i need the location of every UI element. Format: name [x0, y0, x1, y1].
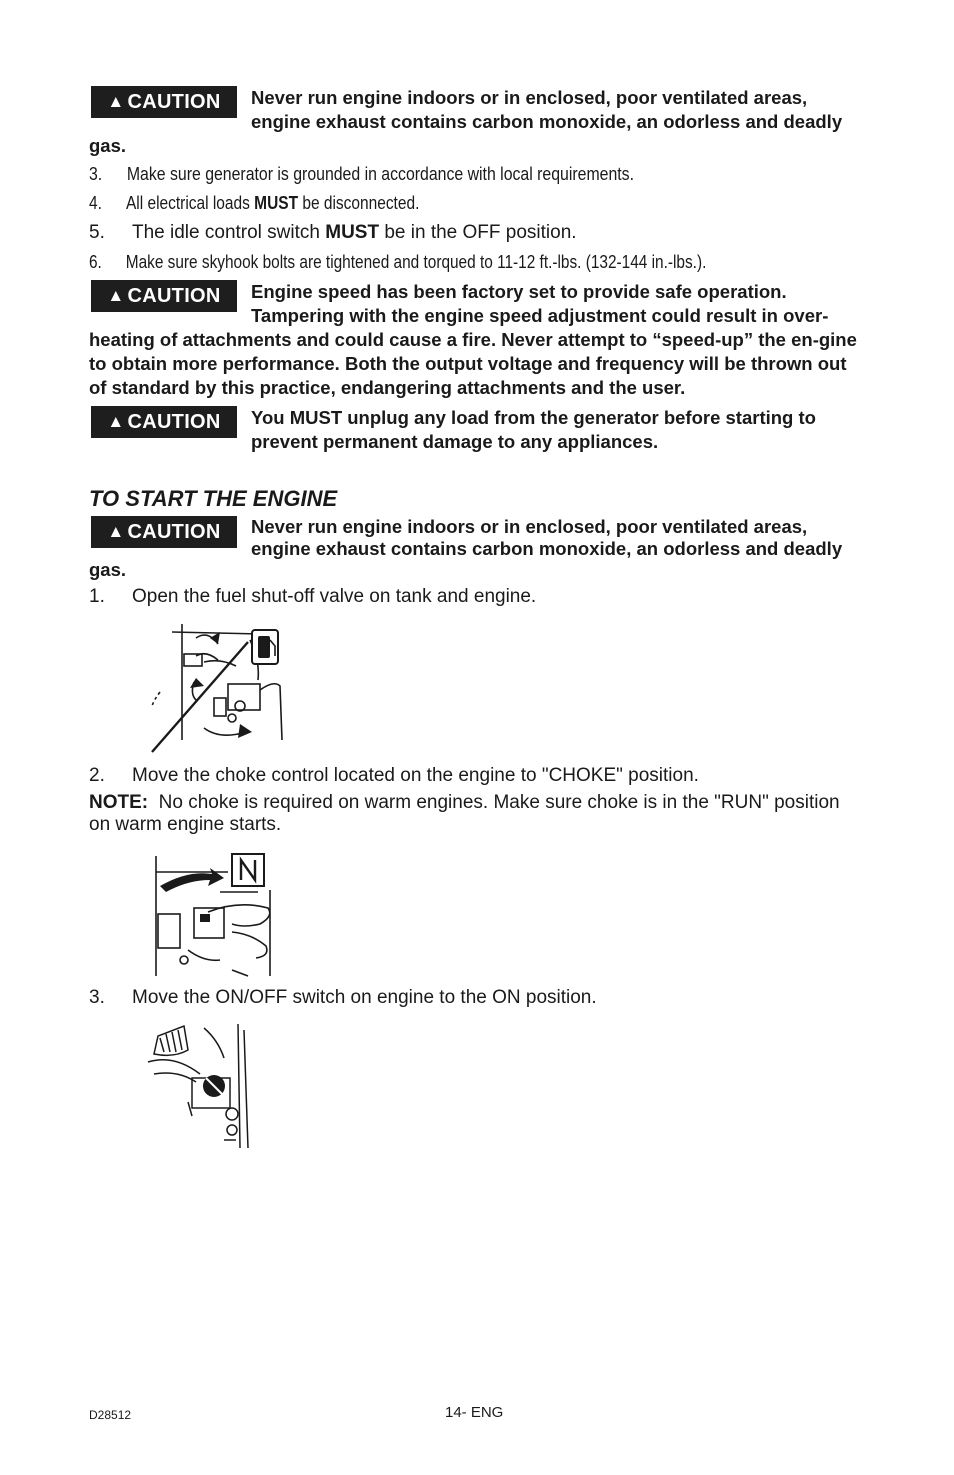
caution-label: CAUTION	[127, 90, 221, 113]
step-4-loads: 4. All electrical loads MUST be disconnected.	[89, 193, 420, 213]
caution-text: Never run engine indoors or in enclosed, poor ventilated areas, engine exhaust contains carbon monoxide, an odorless and deadly gas.	[89, 516, 843, 580]
step-6-skyhook-bolts: 6. Make sure skyhook bolts are tightened and torqued to 11-12 ft.-lbs. (132-144 in.-lbs.).	[89, 252, 707, 272]
caution-block-indoor-warning-2	[89, 516, 859, 581]
caution-label: CAUTION	[127, 284, 221, 307]
caution-badge	[91, 280, 237, 312]
caution-block-unplug-load	[89, 406, 859, 454]
document-number: D28512	[89, 1408, 132, 1422]
start-step-3-on-off-switch: 3. Move the ON/OFF switch on engine to the ON position.	[89, 987, 597, 1008]
note-label: NOTE:	[89, 792, 149, 813]
caution-badge	[91, 516, 237, 548]
warning-triangle-icon: ▲	[107, 522, 125, 541]
page-number: 14- ENG	[445, 1404, 504, 1421]
on-off-switch-illustration	[144, 1020, 256, 1152]
caution-label: CAUTION	[127, 520, 221, 543]
start-step-2-choke: 2. Move the choke control located on the engine to "CHOKE" position.	[89, 765, 699, 786]
caution-block-engine-speed	[89, 280, 859, 400]
caution-label: CAUTION	[127, 410, 221, 433]
caution-block-indoor-warning	[89, 86, 859, 158]
warning-triangle-icon: ▲	[107, 412, 125, 431]
fuel-valve-illustration	[140, 620, 290, 756]
warning-triangle-icon: ▲	[107, 92, 125, 111]
warm-engine-note	[89, 792, 849, 836]
caution-text: You MUST unplug any load from the generator before starting to prevent permanent damage to any appliances.	[251, 407, 816, 452]
caution-text: Never run engine indoors or in enclosed, poor ventilated areas, engine exhaust contains carbon monoxide, an odorless and deadly gas.	[89, 87, 843, 156]
caution-badge	[91, 86, 237, 118]
step-5-idle-control: 5. The idle control switch MUST be in the OFF position.	[89, 222, 577, 243]
caution-badge	[91, 406, 237, 438]
choke-control-illustration	[148, 850, 278, 980]
start-step-1-fuel-valve: 1. Open the fuel shut-off valve on tank and engine.	[89, 586, 537, 607]
warning-triangle-icon: ▲	[107, 286, 125, 305]
step-3-grounding: 3. Make sure generator is grounded in accordance with local requirements.	[89, 164, 634, 184]
section-title: TO START THE ENGINE	[89, 486, 338, 511]
note-text: No choke is required on warm engines. Make sure choke is in the "RUN" position on warm engine starts.	[89, 792, 840, 835]
caution-text: Engine speed has been factory set to provide safe operation. Tampering with the engine speed adjustment could result in over-heating of attachments and could cause a fire. Never attempt to “speed-up” the en-gine to obtain more performance. Both the output voltage and frequency will be thrown out of standard by this practice, endangering attachments and the user.	[89, 281, 857, 398]
